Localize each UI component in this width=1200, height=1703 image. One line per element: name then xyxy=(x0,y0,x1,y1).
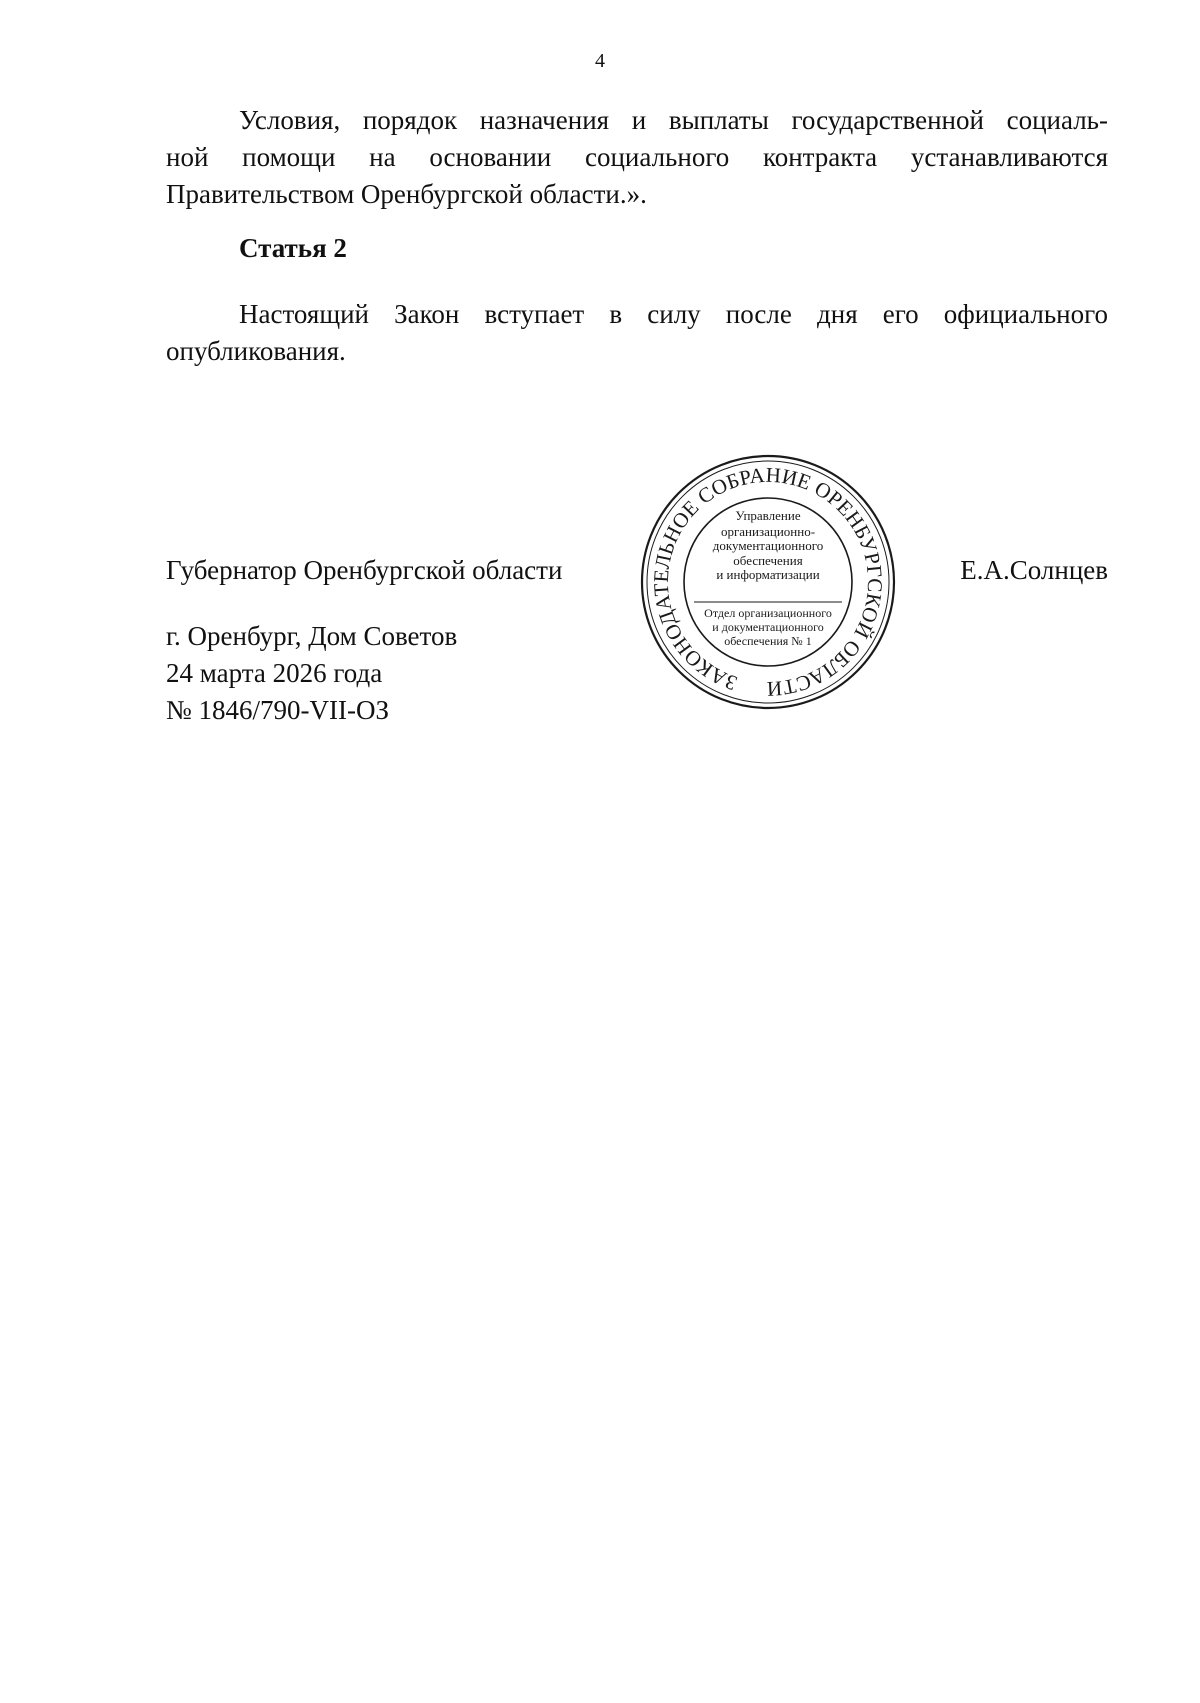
signing-date: 24 марта 2026 года xyxy=(166,658,383,688)
paragraph-conditions xyxy=(166,102,1108,213)
seal-inner-line: и информатизации xyxy=(716,567,820,582)
law-number: № 1846/790-VII-ОЗ xyxy=(166,695,390,725)
seal-inner-line: документационного xyxy=(712,538,824,553)
seal-inner-line: организационно- xyxy=(720,524,816,539)
paragraph-line: Настоящий Закон вступает в силу после дня его официального xyxy=(239,299,1108,329)
signatory-name: Е.А.Солнцев xyxy=(960,555,1108,585)
seal-inner-line: Управление xyxy=(735,508,801,523)
paragraph-line: Условия, порядок назначения и выплаты государственной социаль- xyxy=(239,105,1108,135)
seal-inner-line: обеспечения xyxy=(733,553,803,568)
seal-inner-line: и документационного xyxy=(712,620,824,634)
seal-inner-line: обеспечения № 1 xyxy=(724,634,812,648)
official-seal xyxy=(638,452,898,712)
page-number: 4 xyxy=(595,50,605,72)
paragraph-effective-date xyxy=(166,296,1108,370)
place-date-block xyxy=(166,618,457,729)
paragraph-line: ной помощи на основании социального контракта устанавливаются xyxy=(166,142,1108,172)
seal-inner-line: Отдел организационного xyxy=(704,606,832,620)
paragraph-line: Правительством Оренбургской области.». xyxy=(166,179,647,209)
svg-text:ЗАКОНОДАТЕЛЬНОЕ СОБРАНИЕ ОРЕНБ xyxy=(638,452,898,712)
signatory-position: Губернатор Оренбургской области xyxy=(166,555,563,585)
seal-outer-text: ЗАКОНОДАТЕЛЬНОЕ СОБРАНИЕ ОРЕНБУРГСКОЙ ОБЛАСТИ xyxy=(648,462,888,702)
paragraph-line: опубликования. xyxy=(166,336,346,366)
article-title: Статья 2 xyxy=(239,233,347,263)
signing-location: г. Оренбург, Дом Советов xyxy=(166,621,458,651)
